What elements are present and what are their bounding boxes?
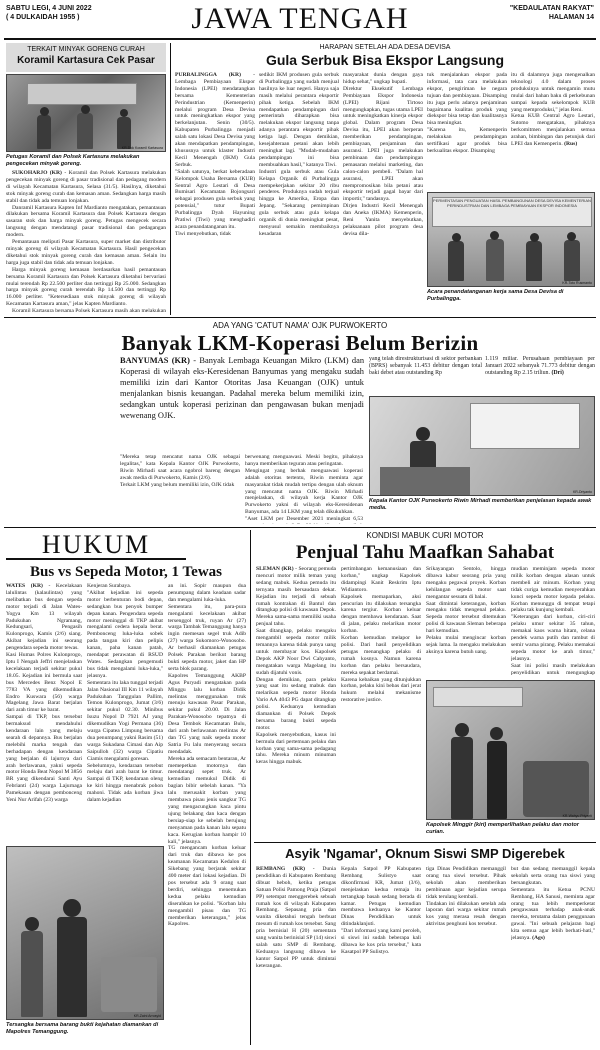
lkm-col-2a: berwenang menguawasi. Meski begitu, pihaknya hanya memberikan teguran atau peringatan. Mengingat yang berhak menguawasi koperasi adalah otoritas tertentu, Riwin meminta agar masyarakat tidak mudah tertipu dengan ulah oknum yang mencatut nama OJK. Riwin Mirhadi menjelaskan, di wilayah kerja Kantor OJK Purwokerto yakni di wilayah eks-Keresidenan Banyumas, ada 14 LKM yang telah dikukuhkan. "Aset LKM per Desember 2021 meningkat 6,53 — [245, 454, 363, 523]
officer-figure — [77, 113, 93, 149]
vendor-figure — [117, 117, 131, 149]
suspect-figure — [487, 741, 507, 819]
sahabat-col-2: pertimbangan kemanusiaan dan korban," ungkap Kapolsek didampingi Kanit Reskrim Iptu Widiantoro. Kapolsek memaparkan, aksi pencurian itu dilakukan tersangka karena tergiur. Korban keluar dengan membawa kendaraan. Saat di jalan, pelaku melarikan motor korban. Korban kemudian melapor ke polisi. Dari hasil penyelidikan petugas menangkap pelaku di rumah kosnya. Namun karena korban dan pelaku bersaudara, mereka sepakat berdamai. Karena kebaikan yang ditunjukkan korban, pelaku kini bebas dari jerat hukum melalui mekanisme restorative justice. — [341, 566, 421, 704]
police-chief-figure — [451, 737, 473, 819]
siswi-col-1 — [256, 866, 336, 1044]
official-head — [530, 233, 539, 242]
bus-dateline: WATES (KR) — [6, 583, 43, 589]
lkm-lede — [120, 356, 364, 452]
lkm-kicker: ADA YANG 'CATUT NAMA' OJK PURWOKERTO — [212, 321, 388, 330]
gula-col-1 — [175, 72, 255, 314]
gula-photo — [427, 192, 595, 287]
sahabat-col-4 — [511, 566, 595, 676]
official-figure — [486, 239, 504, 281]
official-head — [567, 232, 576, 241]
gula-photo-credit: KR-Toto Rusmanto — [562, 281, 592, 285]
bus-photo-credit: KR-Zaini Arrosyid — [133, 1014, 161, 1018]
lkm-headline: Banyak LKM-Koperasi Belum Berizin — [121, 331, 479, 355]
gula-dateline: PURBALINGGA (KR) — [175, 72, 241, 78]
sahabat-photo-credit: KR-Wahyu Priyanti — [562, 814, 592, 818]
koramil-kicker: TERKAIT MINYAK GORENG CURAH — [27, 46, 145, 53]
lkm-photo-credit: KR-Driyanto — [572, 490, 592, 494]
siswi-col-4 — [511, 866, 595, 1044]
store-sign — [27, 83, 137, 105]
edition-date: SABTU LEGI, 4 JUNI 2022 — [6, 5, 92, 12]
official-figure — [448, 241, 464, 281]
lkm-dateline: BANYUMAS (KR) — [120, 356, 190, 365]
bus-col-2: Kenjeran Surabaya. "Akibat kejadian ini sepeda motor berbenturan bodi depan, sedangkan bus penyok bumper depan kanan. Pengendara sepeda motor meninggal di TKP akibat mengalami cedera kepala berat. Pembonceng luka-luka sobek pada tangan kiri dan pelipis kanan, paha kanan patah, mendapat perawatan di RSUD Wates. Sedangkan pengemudi bus tidak mengalami luka-luka," jelasnya. Sementara itu laka tunggal terjadi Jalan Nasional III Km 11 wilayah Padukuhan Tanggulan Pallim, Temon Kulonprogo, Jumat (3/6) sekitar pukul 02.30. Minibus Isuzu Nopol D 7921 AJ yang dikemudikan Yogi Permana (36) warga Cipatea Limpung bersama dua penumpang yakni Rasim (51) warga Sukadana Cimasi dan Aip Saipulloh (32) warga Cipatiu Ciamis mengalami goresan. Sebelumnya, kendaraan tersebut melaju dari arah barat ke timur. Sampai di TKP, kendaraan oleng ke kiri hingga menabrak pohon mahoni. Tidak ada korban jiwa dalam kejadian — [87, 583, 163, 804]
officer-head — [40, 107, 49, 116]
lkm-signoff: (Dri) — [551, 370, 564, 377]
koramil-caption: Petugas Koramil dan Polsek Kartasura melakukan pengecekan minyak goreng. — [6, 154, 140, 167]
gula-headline: Gula Serbuk Bisa Ekspor Langsung — [265, 52, 505, 68]
lkm-photo — [369, 396, 595, 496]
suspect-figure — [57, 917, 87, 1017]
koramil-paragraph: Koramil Kartasura bersama Polsek Kartasura masih akan melakukan — [12, 308, 166, 314]
siswi-col-2: Kepala Satpol PP Kabupaten Rembang Sulistyo saat dikonfirmasi KR, Jumat (3/6), menjelaskan kedua remaja itu tertangkap basah sedang berada di kamar. Petugas kemudian membawa keduanya ke Kantor Dinas Pendidikan untuk ditindaklanjuti. "Dari informasi yang kami peroleh, si siswi ini sudah beberapa kali dibawa ke kos pria tersebut," kata Kasatpol PP Sulistyo. — [341, 866, 421, 955]
section-label-hukum: HUKUM — [6, 530, 186, 560]
stolen-motorbike — [523, 761, 589, 817]
gula-col-5 — [511, 72, 595, 190]
sahabat-kicker: KONDISI MABUK CURI MOTOR — [366, 531, 484, 540]
lkm-col-1b: "Mereka tetap mencatut nama OJK sebagai legalitas," kata Kepala Kantor OJK Purwokerto, Riwin Mirhadi saat acara ngobrol bareng dengan awak media di Purwokerto, Kamis (2/6). Terkait LKM yang belum memiliki izin, OJK tidak — [120, 454, 240, 488]
sahabat-caption: Kapolsek Minggir (kiri) memperlihatkan pelaku dan motor curian. — [426, 822, 579, 835]
section-rule — [4, 527, 596, 528]
slogan: "KEDAULATAN RAKYAT" — [509, 5, 594, 12]
koramil-body — [6, 170, 166, 314]
masthead-rule — [4, 38, 596, 40]
bus-photo — [6, 846, 164, 1020]
newspaper-section-title: JAWA TENGAH — [191, 2, 409, 35]
officer-head — [25, 917, 39, 931]
gula-kicker: HARAPAN SETELAH ADA DESA DEVISA — [319, 44, 451, 51]
koramil-dateline: SUKOHARJO (KR) — [12, 170, 62, 176]
sahabat-col-1 — [256, 566, 336, 838]
koramil-photo-credit: KR-Dok Koramil Kartasura — [121, 146, 163, 150]
bus-headline: Bus vs Sepeda Motor, 1 Tewas — [30, 564, 222, 580]
sahabat-col-4-text: mudian meminjam sepeda motor milik korban dengan alasan untuk membeli air minum. Korban yang tidak curiga kemudian menyerahkan kunci sepeda motor kepada pelaku. Korban menunggu di tempat tetapi pelaku tak kunjung kembali. "Keterangan dari korban, ciri-ciri pelaku umur sekitar 35 tahun, memakai kaos warna hitam, celana pendek warna putih dan rambut di semir warna pirang. Pelaku memakai sepeda motor ke arah timur," jelasnya. Saat ini polisi masih melakukan penyelidikan untuk mengungkap — [511, 566, 595, 676]
suspect-head — [63, 899, 81, 917]
officer-figure — [37, 115, 51, 149]
suspect-head — [490, 727, 503, 740]
gula-col-5-text: itu di dalamnya juga mengenalkan teknologi 4.0 dalam proses produksinya untuk mengamin mutu mulai dari bahan baku di perkebunan sampai kepada sekelompok KUB yang memproduksi," jelas Reni. Ketua KUB Central Agro Lestari, Sutomo mengatakan, pihaknya berkomitmen menjalankan semua arahan, bimbingan dan petunjuk dari LPEI dan Kemenperin. — [511, 72, 595, 148]
lkm-col-4-text: 1.119 miliar. Perusahaan pembiayaan per Januari 2022 sebanyak 71.773 debitur dengan outstanding Rp 2.15 triliun. — [485, 356, 595, 377]
column-divider — [250, 530, 251, 1045]
bus-caption: Tersangka bersama barang bukti kejahatan diamankan di Mapolres Temanggung. — [6, 1022, 159, 1035]
siswi-dateline: REMBANG (KR) — [256, 866, 306, 872]
column-divider — [170, 43, 171, 315]
lkm-col-3-text: yang telah direstrukturisasi di sektor perbankan (BPRS) sebanyak 11.453 debitur dengan total baki debet atau outstanding Rp — [369, 356, 482, 377]
table — [380, 467, 470, 495]
official-head — [490, 231, 499, 240]
masthead-page-block — [510, 4, 594, 22]
koramil-paragraph: - Koramil dan Polsek Kartasura melakukan pengecekan minyak goreng di pasar tradisional dan pedagang modern di wilayah Kecamatan Kartasura, Selasa (31/5). Hasilnya, diketahui stok minyak goreng curah dan kemasan aman. Sedangkan harga masih stabil dan tidak ada temuan lonjakan. — [6, 170, 166, 204]
siswi-col-1-text: - Dunia pendidikan di Kabupaten Rembang dibuat heboh, ketika petugas Satuan Polisi Pamong Praja (Satpol PP) setempat menggerebek sebuah rumah kos di wilayah Kabupaten Rembang. Sepasang pria dan wanita diketahui tengah berbuat mesum di rumah kos tersebut. Sang pria bernisial H (20) sementara sang wanita berinisial SP (14) siswi salah satu SMP di Rembang. Keduanya langsung dibawa ke kantor Satpol PP untuk dimintai keterangan. — [256, 866, 336, 969]
officer-figure — [21, 931, 43, 1017]
koramil-paragraph: Danramil Kartasura Kapten Inf Mardianto mengatakan, pemantauan dilakukan bersama Koramil Kartasura dan Polsek Kartasura dengan sasaran stok dan harga minyak goreng. Petugas mengecek secara langsung dengan mendatangi pasar tradisional dan pedagangan modern. — [6, 204, 166, 239]
siswi-headline: Asyik 'Ngamar', Oknum Siswi SMP Digerebek — [285, 846, 565, 861]
police-chief-head — [455, 723, 469, 737]
gula-col-1-text: - Lembaga Pembiayaan Ekspor Indonesia (LPEI) mendatangkan bersama Kementerian Perindustrian (Kemenperin) melalui program Desa Devisa untuk meningkatkan ekspor yang berkelanjutan. Senin (30/5). Kabupaten Purbalingga menjadi salah satu lokasi Desa Devisa yang akan mendapatkan pendampingan, khususnya untuk klaster Industri Kecil Menengah (IKM) Gula Serbuk. "Salah satunya, berkat keberadaan Kelompok Usaha Bersama (KUB) Sentral Agro Lestari di Desa Bumisari Kecamatan Bojongsari sebagai produsen gula serbuk yang potensial," tutur Bupati Purbalingga Dyah Hayuning Pratiwi (Tiwi) yang menghadiri acara penandatanganan itu. Tiwi menyebutkan, tidak — [175, 72, 255, 237]
sahabat-col-1-text: - Seorang pemuda mencuri motor milik teman yang sedang mabuk. Kedua pemuda itu ternyata masih bersaudara dekat. Kejadian itu terjadi di sebuah rumah kontrakan di Bantul dan ditangkap polisi di kawasan Depok. Mereka sama-sama memiliki usaha penjual tahu. Saat ditangkap, pelaku mengaku mengambil sepeda motor milik temannya karena tidak punya uang untuk membayar kos. Kapolsek Depok AKP Noor Dwi Cahyanto, mengatakan warga Magelang itu sudah dijatuhi vonis. Dengan demikian, para pelaku yang saat itu sedang mabuk dan melarikan sepeda motor Honda Vario AA 4043 PG dapat ditangkap polisi. Keduanya kemudian diamankan di Polsek Depok bersama barang bukti sepeda motor. Kapolsek menyebutkan, kasus ini bermula dari pertemuan pelaku dan korban yang sama-sama pedagang tahu. Mereka minum minuman keras hingga mabuk. — [256, 566, 336, 766]
gula-col-3: masyarakat dunia dengan gaya hidup sehat," ungkap bupati. Direktur Eksekutif Lembaga Pembiayaan Ekspor Indonesia (LPEI) Rijani Tirtoso mengungkapkan, tugas utama LPEI untuk meningkatkan kinerja ekspor global. Dalam program Desa Devisa itu, LPEI akan berperan memberikan pendampingan, pembiayaan, penjaminan dan asuransi. LPEI juga melakukan pembinaan dan pendampingan pemasaran melalui marketing, dan calon-calon pembeli. "Dalam hal asuransi, LPEI akan mempromosikan bila petani atau eksportir terjadi gagal bayar dari importir," tandasnya. Dirjen Industri Kecil Menengah dan Aneka (IKMA) Kemenperin, Reni Yanita menyebutkan, pelaksanaan pilot program desa devisa dila- — [343, 72, 423, 237]
hijri-date: ( 4 DULKAIDAH 1955 ) — [6, 14, 80, 21]
gula-col-4: tuk menjalankan ekspor pada informasi, tata cara melakukan ekspor, pengiriman ke negara tujuan dan pembiayaan. Disamping itu juga perlu adanya penjaminan bagaimana kualitas produk yang diekspor bisa tetap dan kualitasnya bisa meningkat. "Karena itu, Kemenperin melakukan pendampingan sertifikasi agar produk bisa berkualitas ekspor. Disamping — [427, 72, 507, 154]
koramil-paragraph: Harga minyak goreng kemasan berdasarkan hasil pemantauan bersama Koramil Kartasura dan Polsek Kartasura diketahui bervariasi mulai terendah Rp 22.500 perliter dan tertinggi Rp 25.000. Sedangkan harga minyak goreng curah terendah Rp 14.500 dan tertinggi Rp 16.000 perliter. "Ketersediaan stok minyak goreng di wilayah Kecamatan Kartasura aman," jelas Kapten Mardianto. — [6, 266, 166, 308]
sahabat-headline: Penjual Tahu Maafkan Sahabat — [295, 542, 555, 563]
section-rule — [254, 842, 596, 843]
bus-col-1 — [6, 583, 82, 843]
page-number: HALAMAN 14 — [548, 14, 594, 21]
gula-col-2: sedikit IKM produsen gula serbuk di Purbalingga yang sudah menjual hasilnya ke luar negeri. Hanya saja masih melalui perantara eksportir pihak ketiga. Sebelah IKM mendapatkan pendampingan dari pemerintah diharapkan bisa melakukan ekspor langsung tanpa adanya perantara eksportir pihak ketiga lagi. Dengan demikian, kesejahteraan petani akan lebih meningkat lagi. "Mudah-mudahan pendampingan ini bisa membuahkan hasil," katanya Tiwi. Industri gula serbuk atau Gula Kelapa Organik di Purbalingga mempekerjakan sekitar 20 ribu penderes. Produknya sudah terjual hingga ke Amerika, Eropa dan Jepang. "Sekarang pemimpinan gula serbuk atau gula kelapa organik di dunia meningkat pesat, menyusul semakin membaiknya kesadaran — [259, 72, 339, 237]
sahabat-photo — [426, 680, 595, 820]
official-head — [452, 233, 461, 242]
gula-caption: Acara penandatanganan kerja sama Desa Devisa di Purbalingga. — [427, 289, 564, 302]
koramil-header-box — [6, 43, 166, 72]
koramil-paragraph: Pemantauan meliputi Pasar Kartasura, super market dan distributor minyak goreng di wilayah Kecamatan Kartasura. Hasil pengecekan diketahui stok minyak goreng curah dan kemasan aman. Selain itu harga juga stabil dan tidak ada temuan lonjakan. — [6, 239, 166, 266]
official-figure — [564, 240, 580, 281]
section-rule — [4, 317, 596, 318]
lkm-empty-slot — [6, 356, 116, 472]
lkm-lede-text: - Banyak Lembaga Keuangan Mikro (LKM) dan Koperasi di wilayah eks-Keresidenan Banyumas yang mengaku sudah memiliki izin dari Kantor Otoritas Jasa Keuangan (OJK) untuk menjalankan bisnis keuangan. Padahal mereka belum memiliki izin, sedangkan untuk koperasi perizinan dan pengawasan bukan menjadi wewenang OJK. — [120, 356, 364, 420]
bus-col-3: an ini. Sopir maupun dua penumpang dalam keadaan sadar dan mengalami luka-luka. Sementara itu, para-pura mengalami kecelakaan akibat tersenggol truk, ruyan Ar (27) warga Tambak Temanggung hanya ingin memesan segel truk Adib (27) warga Sukomoro-Wonosobo. Ar berhasil diamankan petugas Polsek Parakan berikut barang bukti sepeda motor, jaket dan HP serta blok parang. Kapolres Temanggung AKBP Agus Puryadi mengatakan pada Minggu lalu korban Didik melintas menggunakan truk menuju kawasan Pasar Parakan, sekitar pukul 20.00. Di Jalan Parakan-Wonosobo tepatnya di Desa Tembok Kecamatan Bulu, dari arah berlawanan melintas Ar dan TG yang naik sepeda motor Satria Fu lalu menyerang secara mendadak. Mereka ada semacam bentaran, Ar memepetkan motornya dan mendatangi sepet truk. Ar kemudian memukul Didik di bagian bibir sebelah kanan. "Ya lalu merusakit korban yang membawa pisau jenis sangkur TG yang mengacungkan kaca pintu ujung belakang dan kaca dengan bersiap-siap ke sebelah berujung menyaman pada kanan lalu sepatu kaca. Kerugian korban hampir 10 kali," jelasnya. TG mengancam korban keluar dari truk dan dibawa ke pos keamanan Kecamatan Kedalon di Sikebang yang berjarak sekitar 400 meter dari lokasi kejadian. Di pos tersebut ada 9 orang saat berdiri, sehingga menemukan kedua pelaku kemudian diserahkan ke polisi. "Korban lalu mengambil pisau dan TG memberikan keterangan," jelas Kapolres. — [168, 583, 246, 928]
gula-signoff: (Rus) — [564, 141, 578, 148]
sahabat-dateline: SLEMAN (KR) — [256, 566, 294, 572]
officer-head — [81, 105, 90, 114]
ojk-banner — [470, 403, 580, 449]
evidence-motorbike — [101, 957, 157, 1012]
lkm-caption: Kepala Kantor OJK Purwokerto Riwin Mirhadi memberikan penjelasan kepada awak media. — [369, 498, 592, 511]
sahabat-col-3: Srikayangan Sentolo, hingga dibawa kabur seorang pria yang mengaku pegawai proyek. Korban kehilangan sepeda motor saat mengantar sesuatu di balai. Saat dimintai keterangan, korban mengaku tidak mengenal pelaku. Sepeda motor tersebut ditemukan polisi di kawasan Sleman beberapa hari kemudian. Pelaku mulai mengincar korban sejak lama. Ia mengaku melakukan aksinya karena butuh uang. — [426, 566, 506, 655]
koramil-photo — [6, 74, 166, 152]
siswi-signoff: (Ags) — [532, 935, 545, 942]
koramil-headline: Koramil Kartasura Cek Pasar — [17, 55, 155, 66]
police-sign — [433, 687, 523, 707]
siswi-col-3: tiga Dinas Pendidikan memanggil orang tua siswi tersebut. Pihak sekolah akan memberikan pembinaan agar kejadian serupa tidak terulang kembali. Tindakan ini dilakukan setelah ada laporan dari warga sekitar rumah kos yang merasa resah dengan aktivitas penghuni kos tersebut. — [426, 866, 506, 928]
lkm-col-4 — [485, 356, 595, 396]
bus-col-1-text: - Kecelakaan lalulintas (kalaulintas) yang melibatkan bus dengan sepeda motor terjadi di Jalan Wates-Yogya Km 13 wilayah Padukuhan Ngramang, Kedungsari, Pengasih Kulonprogo, Kamis (2/6) siang. Akibat kejadian ini seorang pengendara sepeda motor tewas. Kasi Humas Polres Kulonprogo, Iptu I Nengah Jeffri menjelaskan kecelakaan terjadi sekitar pukul 18.05. Kejadian ini bermula saat bus Mercedes Benz Nopol E 7783 VA yang dikemudikan Endro Kuswara (56) warga Magelang Jawa Barat berjalan dari arah timur ke barat. Sampai di TKP, bus tersebut bermaksud mendahului kendaraan lain yang melaju searah di depannya. Bus berjalan melebihi marka tengah dan berhadapan dengan kendaraan yang berjalan di lajurnya dari arah berlawanan, yakni sepeda motor Honda Beat Nopol M 3856 BR yang dikendarai Santi Ayu Febrianti (24) warga Lajurnaga Pamekasan dengan pembonceng Yeni Nur Arifah (23) warga — [6, 583, 82, 804]
siswi-col-4-text: but dan sedang memanggil kepala sekolah serta orang tua siswi yang bersangkutan. Sementara itu Ketua PCNU Rembang, HA Sanusi, meminta agar orang tua lebih memperketat pengawasan terhadap anak-anak mereka, terutama dalam penggunaan gawai. "Ini sebuah pelajaran bagi kita semua agar lebih berhati-hati," jelasnya. — [511, 866, 595, 942]
speaker-head — [416, 427, 430, 441]
official-figure — [526, 241, 542, 281]
vendor-head — [120, 109, 128, 117]
event-backdrop: PERMENTASAN PENGUATAN HASIL PEMBANGUNAN DESA DEVISA KEMENTERIAN PERINDUSTRIAN DAN LEMBAGA PEMBIAYAAN EKSPOR INDONESIA — [432, 197, 592, 227]
